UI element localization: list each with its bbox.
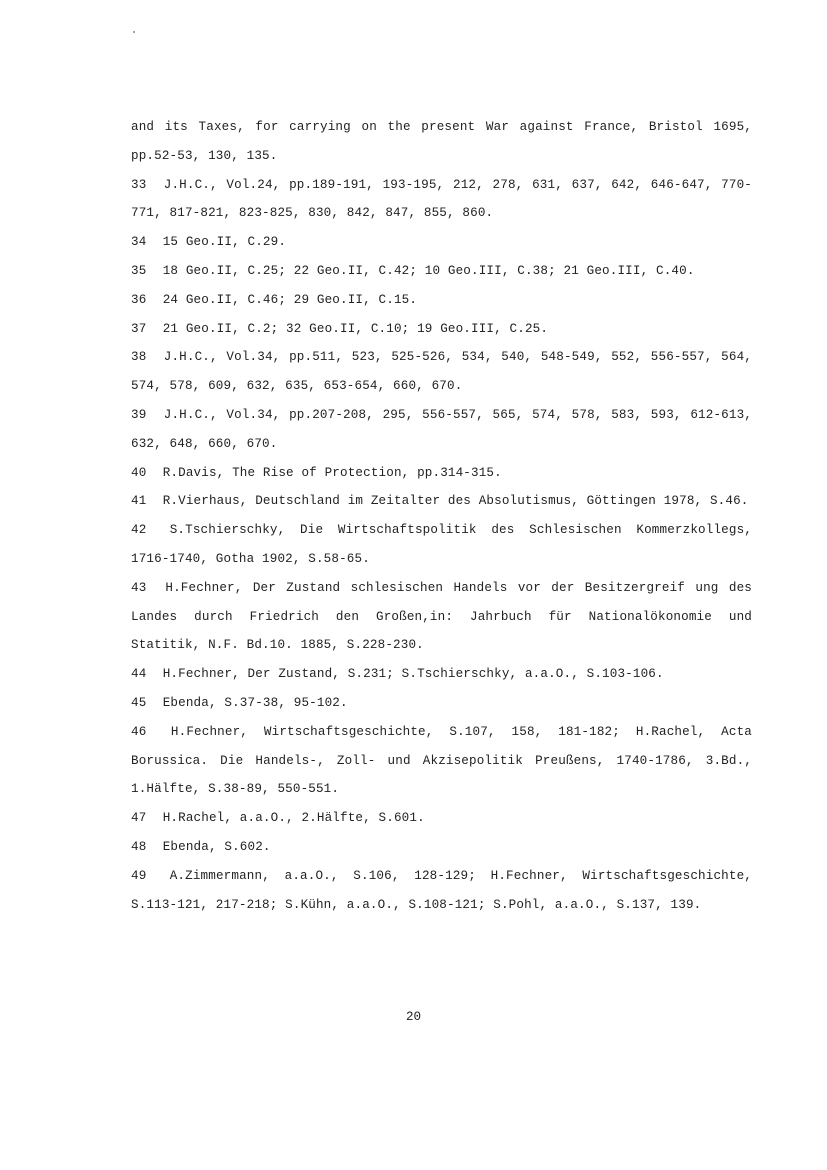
endnote xyxy=(131,343,752,401)
endnote xyxy=(131,862,752,920)
endnote-number: 35 xyxy=(131,263,147,278)
endnote-number: 43 xyxy=(131,580,147,595)
endnote-text: R.Vierhaus, Deutschland im Zeitalter des Absolutismus, Göttingen 1978, S.46. xyxy=(162,494,749,509)
endnote xyxy=(131,401,752,459)
endnote-number: 45 xyxy=(131,695,147,710)
endnote-text: A.Zimmermann, a.a.O., S.106, 128-129; H.Fechner, Wirtschaftsgeschichte, S.113-121, 217-218; S.Kühn, a.a.O., S.108-121; S.Pohl, a.a.O., S.137, 139. xyxy=(131,868,752,912)
endnote-number: 41 xyxy=(131,494,147,509)
endnote-text: J.H.C., Vol.24, pp.189-191, 193-195, 212, 278, 631, 637, 642, 646-647, 770-771, 817-821, 823-825, 830, 842, 847, 855, 860. xyxy=(131,177,752,221)
page-number: 20 xyxy=(405,1010,422,1024)
endnote-continued xyxy=(131,113,752,171)
endnote-text: and its Taxes, for carrying on the present War against France, Bristol 1695, pp.52-53, 130, 135. xyxy=(131,120,752,163)
endnote-text: H.Rachel, a.a.O., 2.Hälfte, S.601. xyxy=(162,811,425,826)
endnote xyxy=(131,171,752,229)
endnotes-list xyxy=(131,113,752,919)
endnote xyxy=(131,689,752,718)
endnote-number: 44 xyxy=(131,667,147,682)
endnote-number: 33 xyxy=(131,177,147,192)
endnote xyxy=(131,833,752,862)
endnote-text: H.Fechner, Der Zustand schlesischen Handels vor der Besitzergreif ung des Landes durch Friedrich den Großen,in: Jahrbuch für Nationalökonomie und Statitik, N.F. Bd.10. 1885, S.228-230. xyxy=(131,580,752,653)
endnote xyxy=(131,228,752,257)
endnote-text: Ebenda, S.37-38, 95-102. xyxy=(162,695,348,710)
endnote xyxy=(131,487,752,516)
endnote xyxy=(131,574,752,660)
endnote-number: 34 xyxy=(131,235,147,250)
endnote-number: 46 xyxy=(131,724,147,739)
endnote-number: 42 xyxy=(131,523,147,538)
endnote xyxy=(131,660,752,689)
endnote xyxy=(131,257,752,286)
endnote-text: 18 Geo.II, C.25; 22 Geo.II, C.42; 10 Geo.III, C.38; 21 Geo.III, C.40. xyxy=(162,263,695,278)
endnote-text: 21 Geo.II, C.2; 32 Geo.II, C.10; 19 Geo.III, C.25. xyxy=(162,321,549,336)
endnote-text: H.Fechner, Der Zustand, S.231; S.Tschierschky, a.a.O., S.103-106. xyxy=(162,667,664,682)
endnote xyxy=(131,804,752,833)
endnote-text: J.H.C., Vol.34, pp.207-208, 295, 556-557, 565, 574, 578, 583, 593, 612-613, 632, 648, 660, 670. xyxy=(131,407,752,451)
endnote xyxy=(131,459,752,488)
endnote-text: S.Tschierschky, Die Wirtschaftspolitik des Schlesischen Kommerzkollegs, 1716-1740, Gotha 1902, S.58-65. xyxy=(131,523,752,566)
endnote-number: 37 xyxy=(131,321,147,336)
endnote-number: 48 xyxy=(131,839,147,854)
endnote-text: 24 Geo.II, C.46; 29 Geo.II, C.15. xyxy=(162,292,418,307)
endnote-number: 47 xyxy=(131,811,147,826)
endnote-text: R.Davis, The Rise of Protection, pp.314-315. xyxy=(162,465,502,480)
endnote-text: H.Fechner, Wirtschaftsgeschichte, S.107, 158, 181-182; H.Rachel, Acta Borussica. Die Handels-, Zoll- und Akzisepolitik Preußens, 1740-1786, 3.Bd., 1.Hälfte, S.38-89, 550-551. xyxy=(131,724,752,797)
endnote xyxy=(131,516,752,574)
endnote-text: Ebenda, S.602. xyxy=(162,839,271,854)
endnote xyxy=(131,718,752,804)
endnote-number: 40 xyxy=(131,465,147,480)
scan-speck xyxy=(133,31,135,33)
endnote-number: 38 xyxy=(131,350,147,365)
endnote-text: 15 Geo.II, C.29. xyxy=(162,235,287,250)
endnote-number: 49 xyxy=(131,868,147,883)
endnote xyxy=(131,315,752,344)
endnote-number: 36 xyxy=(131,292,147,307)
endnote-number: 39 xyxy=(131,407,147,422)
endnote xyxy=(131,286,752,315)
endnote-text: J.H.C., Vol.34, pp.511, 523, 525-526, 534, 540, 548-549, 552, 556-557, 564, 574, 578, 609, 632, 635, 653-654, 660, 670. xyxy=(131,350,752,394)
